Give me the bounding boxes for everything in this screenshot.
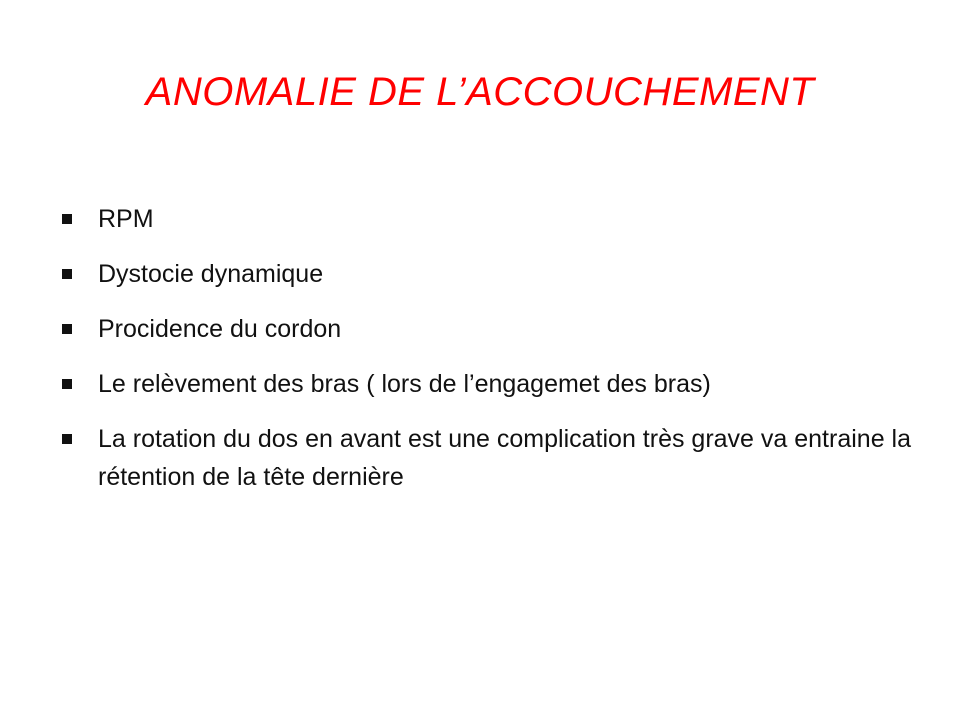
square-bullet-icon bbox=[62, 434, 72, 444]
bullet-item bbox=[62, 420, 922, 496]
square-bullet-icon bbox=[62, 324, 72, 334]
bullet-text: La rotation du dos en avant est une complication très grave va entraine la rétention de la tête dernière bbox=[98, 425, 912, 491]
bullet-text: Procidence du cordon bbox=[98, 315, 342, 343]
bullet-item bbox=[62, 200, 922, 238]
bullet-text: Le relèvement des bras ( lors de l’engagemet des bras) bbox=[98, 370, 711, 398]
slide-title: ANOMALIE DE L’ACCOUCHEMENT bbox=[145, 70, 815, 114]
square-bullet-icon bbox=[62, 379, 72, 389]
bullet-item bbox=[62, 310, 922, 348]
square-bullet-icon bbox=[62, 214, 72, 224]
square-bullet-icon bbox=[62, 269, 72, 279]
bullet-text: RPM bbox=[98, 205, 154, 233]
bullet-list bbox=[62, 200, 922, 513]
bullet-text: Dystocie dynamique bbox=[98, 260, 324, 288]
bullet-item bbox=[62, 255, 922, 293]
bullet-item bbox=[62, 365, 922, 403]
